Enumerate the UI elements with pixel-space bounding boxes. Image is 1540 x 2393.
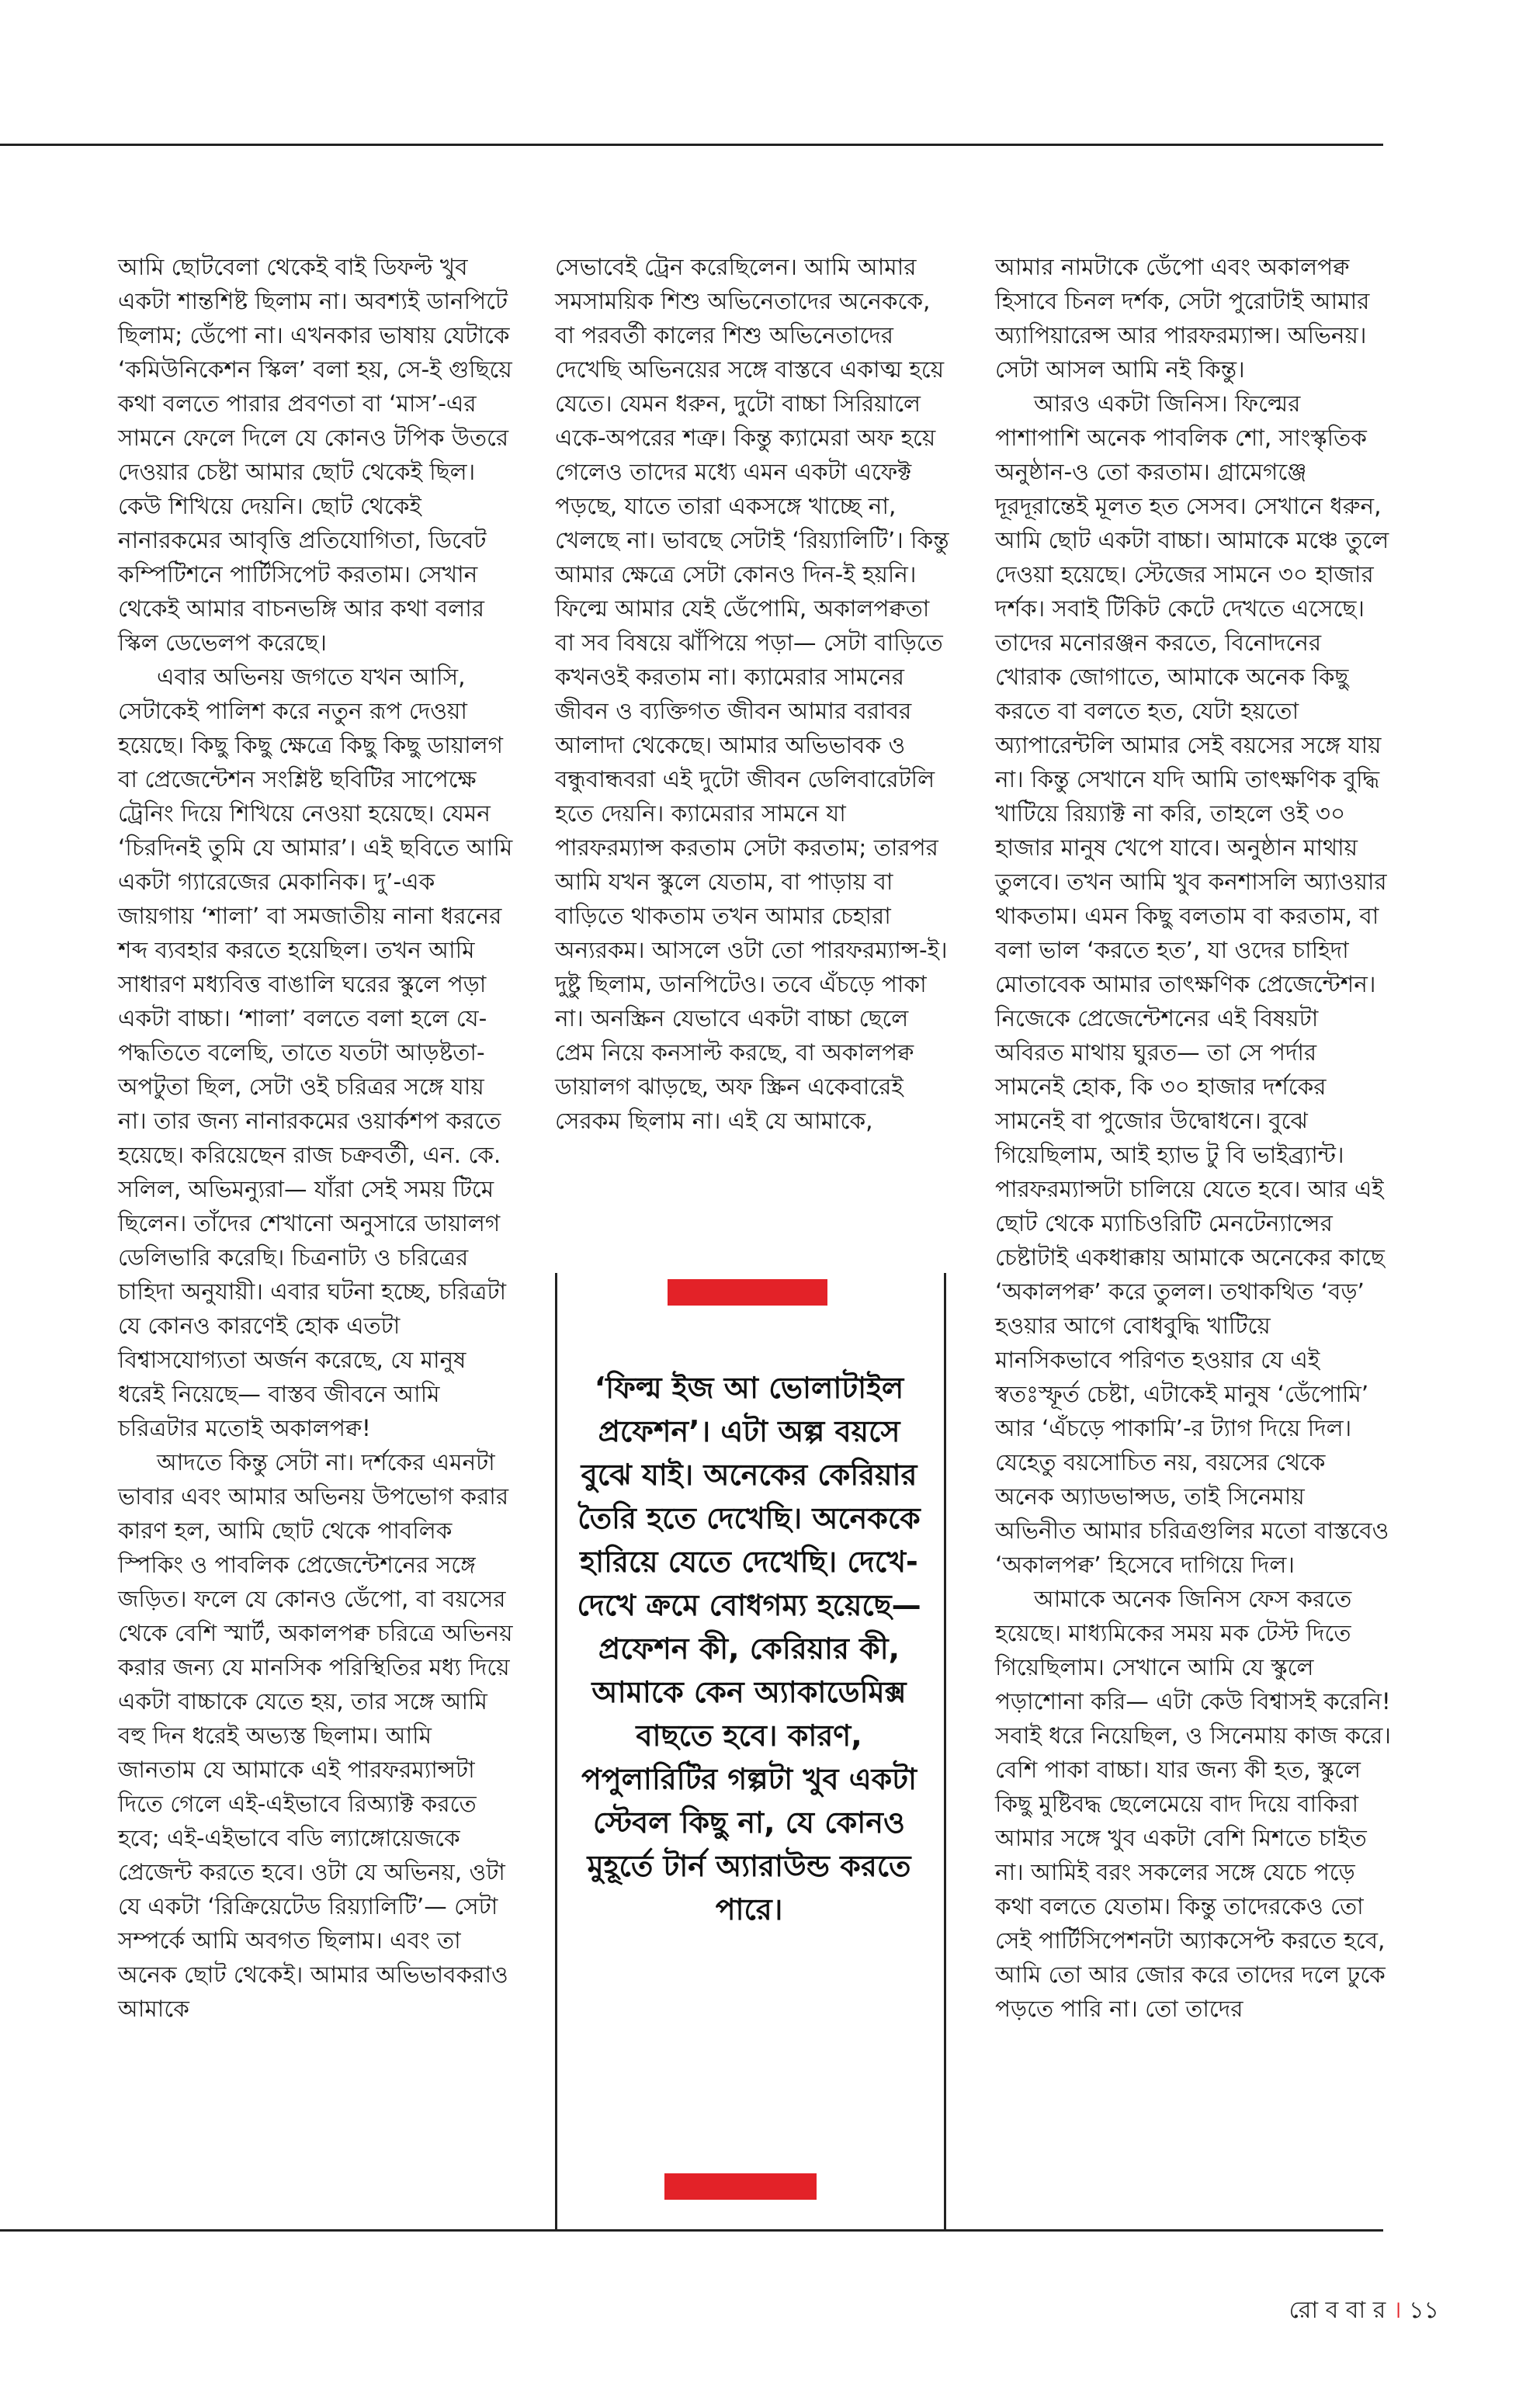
- pull-quote: ‘ফিল্ম ইজ আ ভোলাটাইল প্রফেশন’। এটা অল্প বয়সে বুঝে যাই। অনেকের কেরিয়ার তৈরি হতে দেখেছি। অনেককে হারিয়ে যেতে দেখেছি। দেখে-দেখে ক্রমে বোধগম্য হয়েছে— প্রফেশন কী, কেরিয়ার কী, আমাকে কেন অ্যাকাডেমিক্স বাছতে হবে। কারণ, পপুলারিটির গল্পটা খুব একটা স্টেবল কিছু না, যে কোনও মুহূর্তে টার্ন অ্যারাউন্ড করতে পারে।: [577, 1371, 921, 1927]
- paragraph: আদতে কিন্তু সেটা না। দর্শকের এমনটা ভাবার এবং আমার অভিনয় উপভোগ করার কারণ হল, আমি ছোট থেকে পাবলিক স্পিকিং ও পাবলিক প্রেজেন্টেশনের সঙ্গে জড়িত। ফলে যে কোনও ডেঁপো, বা বয়সের থেকে বেশি স্মার্ট, অকালপক্ব চরিত্রে অভিনয় করার জন্য যে মানসিক পরিস্থিতির মধ্য দিয়ে একটা বাচ্চাকে যেতে হয়, তার সঙ্গে আমি বহু দিন ধরেই অভ্যস্ত ছিলাম। আমি জানতাম যে আমাকে এই পারফরম্যান্সটা দিতে গেলে এই-এইভাবে রিঅ্যাক্ট করতে হবে; এই-এইভাবে বডি ল্যাঙ্গোয়েজকে প্রেজেন্ট করতে হবে। ওটা যে অভিনয়, ওটা যে একটা ‘রিক্রিয়েটেড রিয়্যালিটি’— সেটা সম্পর্কে আমি অবগত ছিলাম। এবং তা অনেক ছোট থেকেই। আমার অভিভাবকরাও আমাকে: [118, 1449, 513, 2022]
- article-column-3: [995, 250, 1391, 2026]
- pull-quote-left-rule: [555, 1273, 557, 2229]
- paragraph: আমাকে অনেক জিনিস ফেস করতে হয়েছে। মাধ্যমিকের সময় মক টেস্ট দিতে গিয়েছিলাম। সেখানে আমি যে স্কুলে পড়াশোনা করি— এটা কেউ বিশ্বাসই করেনি! সবাই ধরে নিয়েছিল, ও সিনেমায় কাজ করে। বেশি পাকা বাচ্চা। যার জন্য কী হত, স্কুলে কিছু মুষ্টিবদ্ধ ছেলেমেয়ে বাদ দিয়ে বাকিরা আমার সঙ্গে খুব একটা বেশি মিশতে চাইত না। আমিই বরং সকলের সঙ্গে যেচে পড়ে কথা বলতে যেতাম। কিন্তু তাদেরকেও তো সেই পার্টিসিপেশনটা অ্যাকসেপ্ট করতে হবে, আমি তো আর জোর করে তাদের দলে ঢুকে পড়তে পারি না। তো তাদের: [995, 1586, 1391, 2022]
- bottom-rule: [0, 2229, 1383, 2232]
- paragraph: সেভাবেই ট্রেন করেছিলেন। আমি আমার সমসাময়িক শিশু অভিনেতাদের অনেককে, বা পরবর্তী কালের শিশু অভিনেতাদের দেখেছি অভিনয়ের সঙ্গে বাস্তবে একাত্ম হয়ে যেতে। যেমন ধরুন, দুটো বাচ্চা সিরিয়ালে একে-অপরের শত্রু। কিন্তু ক্যামেরা অফ হয়ে গেলেও তাদের মধ্যে এমন একটা এফেক্ট পড়ছে, যাতে তারা একসঙ্গে খাচ্ছে না, খেলছে না। ভাবছে সেটাই ‘রিয়্যালিটি’। কিন্তু আমার ক্ষেত্রে সেটা কোনও দিন-ই হয়নি। ফিল্মে আমার যেই ডেঁপোমি, অকালপক্বতা বা সব বিষয়ে ঝাঁপিয়ে পড়া— সেটা বাড়িতে কখনওই করতাম না। ক্যামেরার সামনের জীবন ও ব্যক্তিগত জীবন আমার বরাবর আলাদা থেকেছে। আমার অভিভাবক ও বন্ধুবান্ধবরা এই দুটো জীবন ডেলিবারেটলি হতে দেয়নি। ক্যামেরার সামনে যা পারফরম্যান্স করতাম সেটা করতাম; তারপর আমি যখন স্কুলে যেতাম, বা পাড়ায় বা বাড়িতে থাকতাম তখন আমার চেহারা অন্যরকম। আসলে ওটা তো পারফরম্যান্স-ই। দুষ্টু ছিলাম, ডানপিটেও। তবে এঁচড়ে পাকা না। অনস্ক্রিন যেভাবে একটা বাচ্চা ছেলে প্রেম নিয়ে কনসাল্ট করছে, বা অকালপক্ব ডায়ালগ ঝাড়ছে, অফ স্ক্রিন একেবারেই সেরকম ছিলাম না। এই যে আমাকে,: [555, 254, 949, 1134]
- article-column-1: [118, 250, 514, 2026]
- folio-separator: ।: [1393, 2297, 1402, 2324]
- page-number: ১১: [1409, 2297, 1439, 2324]
- top-rule: [0, 144, 1383, 146]
- paragraph: আমার নামটাকে ডেঁপো এবং অকালপক্ব হিসাবে চিনল দর্শক, সেটা পুরোটাই আমার অ্যাপিয়ারেন্স আর পারফরম্যান্স। অভিনয়। সেটা আসল আমি নই কিন্তু।: [995, 254, 1370, 383]
- article-column-2: [555, 250, 951, 1138]
- pull-quote-top-accent: [668, 1279, 827, 1306]
- paragraph: আমি ছোটবেলা থেকেই বাই ডিফল্ট খুব একটা শান্তশিষ্ট ছিলাম না। অবশ্যই ডানপিটে ছিলাম; ডেঁপো না। এখনকার ভাষায় যেটাকে ‘কমিউনিকেশন স্কিল’ বলা হয়, সে-ই গুছিয়ে কথা বলতে পারার প্রবণতা বা ‘মাস’-এর সামনে ফেলে দিলে যে কোনও টপিক উতরে দেওয়ার চেষ্টা আমার ছোট থেকেই ছিল। কেউ শিখিয়ে দেয়নি। ছোট থেকেই নানারকমের আবৃত্তি প্রতিযোগিতা, ডিবেট কম্পিটিশনে পার্টিসিপেট করতাম। সেখান থেকেই আমার বাচনভঙ্গি আর কথা বলার স্কিল ডেভেলপ করেছে।: [118, 254, 512, 656]
- pull-quote-bottom-accent: [664, 2173, 817, 2200]
- page-folio: [1289, 2291, 1439, 2331]
- pull-quote-right-rule: [944, 1273, 946, 2229]
- paragraph: এবার অভিনয় জগতে যখন আসি, সেটাকেই পালিশ করে নতুন রূপ দেওয়া হয়েছে। কিছু কিছু ক্ষেত্রে কিছু কিছু ডায়ালগ বা প্রেজেন্টেশন সংশ্লিষ্ট ছবিটির সাপেক্ষে ট্রেনিং দিয়ে শিখিয়ে নেওয়া হয়েছে। যেমন ‘চিরদিনই তুমি যে আমার’। এই ছবিতে আমি একটা গ্যারেজের মেকানিক। দু’-এক জায়গায় ‘শালা’ বা সমজাতীয় নানা ধরনের শব্দ ব্যবহার করতে হয়েছিল। তখন আমি সাধারণ মধ্যবিত্ত বাঙালি ঘরের স্কুলে পড়া একটা বাচ্চা। ‘শালা’ বলতে বলা হলে যে-পদ্ধতিতে বলেছি, তাতে যতটা আড়ষ্টতা-অপটুতা ছিল, সেটা ওই চরিত্রর সঙ্গে যায় না। তার জন্য নানারকমের ওয়ার্কশপ করতে হয়েছে। করিয়েছেন রাজ চক্রবর্তী, এন. কে. সলিল, অভিমন্যুরা— যাঁরা সেই সময় টিমে ছিলেন। তাঁদের শেখানো অনুসারে ডায়ালগ ডেলিভারি করেছি। চিত্রনাট্য ও চরিত্রের চাহিদা অনুযায়ী। এবার ঘটনা হচ্ছে, চরিত্রটা যে কোনও কারণেই হোক এতটা বিশ্বাসযোগ্যতা অর্জন করেছে, যে মানুষ ধরেই নিয়েছে— বাস্তব জীবনে আমি চরিত্রটার মতোই অকালপক্ব!: [118, 664, 513, 1441]
- paragraph: আরও একটা জিনিস। ফিল্মের পাশাপাশি অনেক পাবলিক শো, সাংস্কৃতিক অনুষ্ঠান-ও তো করতাম। গ্রামেগঞ্জে দূরদূরান্তেই মূলত হত সেসব। সেখানে ধরুন, আমি ছোট একটা বাচ্চা। আমাকে মঞ্চে তুলে দেওয়া হয়েছে। স্টেজের সামনে ৩০ হাজার দর্শক। সবাই টিকিট কেটে দেখতে এসেছে। তাদের মনোরঞ্জন করতে, বিনোদনের খোরাক জোগাতে, আমাকে অনেক কিছু করতে বা বলতে হত, যেটা হয়তো অ্যাপারেন্টলি আমার সেই বয়সের সঙ্গে যায় না। কিন্তু সেখানে যদি আমি তাৎক্ষণিক বুদ্ধি খাটিয়ে রিয়্যাক্ট না করি, তাহলে ওই ৩০ হাজার মানুষ খেপে যাবে। অনুষ্ঠান মাথায় তুলবে। তখন আমি খুব কনশাসলি অ্যাওয়ার থাকতাম। এমন কিছু বলতাম বা করতাম, বা বলা ভাল ‘করতে হত’, যা ওদের চাহিদা মোতাবেক আমার তাৎক্ষণিক প্রেজেন্টেশন। নিজেকে প্রেজেন্টেশনের এই বিষয়টা অবিরত মাথায় ঘুরত— তা সে পর্দার সামনেই হোক, কি ৩০ হাজার দর্শকের সামনেই বা পুজোর উদ্বোধনে। বুঝে গিয়েছিলাম, আই হ্যাভ টু বি ভাইব্র্যান্ট। পারফরম্যান্সটা চালিয়ে যেতে হবে। আর এই ছোট থেকে ম্যাচিওরিটি মেনটেন্যান্সের চেষ্টাটাই একধাক্কায় আমাকে অনেকের কাছে ‘অকালপক্ব’ করে তুলল। তথাকথিত ‘বড়’ হওয়ার আগে বোধবুদ্ধি খাটিয়ে মানসিকভাবে পরিণত হওয়ার যে এই স্বতঃস্ফূর্ত চেষ্টা, এটাকেই মানুষ ‘ডেঁপোমি’ আর ‘এঁচড়ে পাকামি’-র ট্যাগ দিয়ে দিল। যেহেতু বয়সোচিত নয়, বয়সের থেকে অনেক অ্যাডভান্সড, তাই সিনেমায় অভিনীত আমার চরিত্রগুলির মতো বাস্তবেও ‘অকালপক্ব’ হিসেবে দাগিয়ে দিল।: [995, 390, 1389, 1578]
- publication-name: রো ব বা র: [1289, 2297, 1386, 2324]
